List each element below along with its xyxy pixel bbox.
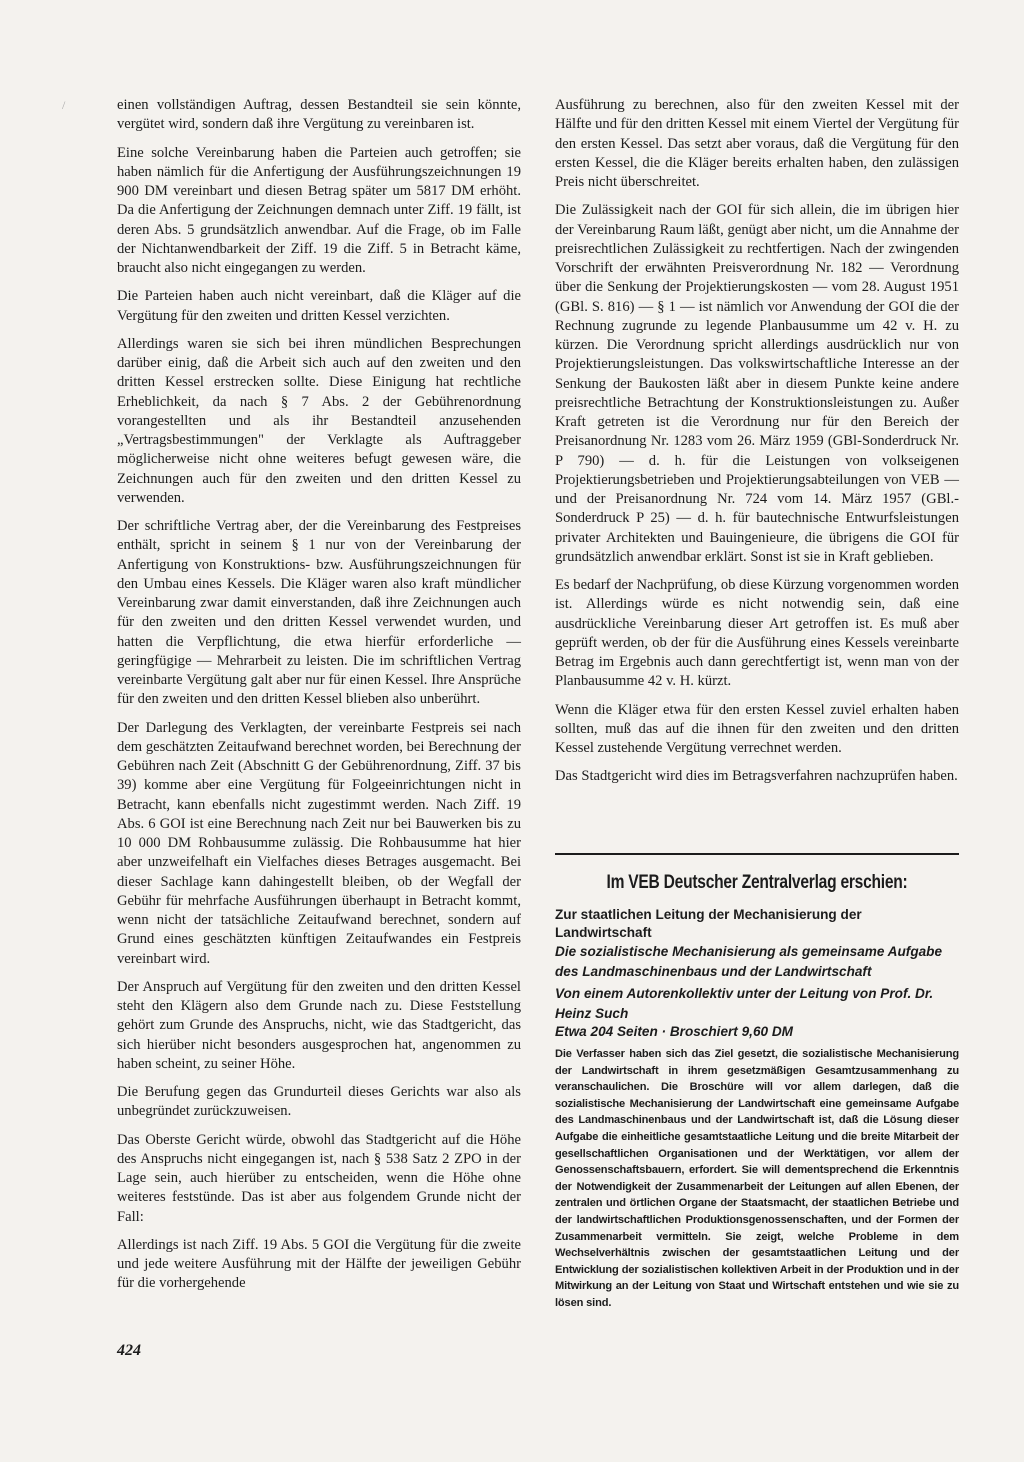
ad-book-title: Zur staatlichen Leitung der Mechanisierung der Landwirtschaft bbox=[555, 907, 862, 940]
left-text-column bbox=[117, 96, 521, 1303]
paragraph: Eine solche Vereinbarung haben die Parteien auch getroffen; sie haben nämlich für die Anfertigung der Ausführungszeichnungen 19 900 DM vereinbart und diesen Betrag später um 5817 DM erhöht. Da die Anfertigung der Zeichnungen demnach unter Ziff. 19 fällt, ist deren Abs. 5 grundsätzlich anwendbar. Auf die Frage, ob im Falle der Nichtanwendbarkeit der Ziff. 19 die Ziff. 5 in Betracht käme, braucht also nicht eingegangen zu werden. bbox=[117, 144, 521, 276]
paragraph: Das Oberste Gericht würde, obwohl das Stadtgericht auf die Höhe des Anspruchs nicht eingegangen ist, nach § 538 Satz 2 ZPO in der Lage sein, auch hierüber zu entscheiden, wenn die Höhe ohne weiteres feststünde. Das ist aber aus folgendem Grunde nicht der Fall: bbox=[117, 1131, 521, 1225]
paragraph: Ausführung zu berechnen, also für den zweiten Kessel mit der Hälfte und für den dritten Kessel mit einem Viertel der Vergütung für den ersten Kessel. Das setzt aber voraus, daß die Vergütung für den ersten Kessel, die die Kläger bereits erhalten haben, den zulässigen Preis nicht überschreitet. bbox=[555, 97, 959, 190]
ad-top-rule bbox=[555, 853, 959, 855]
paragraph: Allerdings ist nach Ziff. 19 Abs. 5 GOI die Vergütung für die zweite und jede weitere Ausführung mit der Hälfte der jeweiligen Gebühr für die vorhergehende bbox=[117, 1236, 521, 1292]
paragraph: Wenn die Kläger etwa für den ersten Kessel zuviel erhalten haben sollten, muß das auf die ihnen für den zweiten und den dritten Kessel zustehende Vergütung verrechnet werden. bbox=[555, 701, 959, 756]
paragraph: Die Berufung gegen das Grundurteil dieses Gerichts war also als unbegründet zurückzuweisen. bbox=[117, 1084, 521, 1120]
right-text-column bbox=[555, 96, 959, 796]
margin-pencil-mark: / bbox=[62, 98, 66, 112]
paragraph: Es bedarf der Nachprüfung, ob diese Kürzung vorgenommen worden ist. Allerdings würde es nicht notwendig sein, daß eine ausdrückliche Vereinbarung dieser Art getroffen ist. Es muß aber geprüft werden, ob der für die Ausführung eines Kessels vereinbarte Betrag im Ergebnis auch dann gerechtfertigt ist, wenn man von der Planbausumme 42 v. H. kürzt. bbox=[555, 577, 959, 690]
ad-description: Die Verfasser haben sich das Ziel gesetzt, die sozialistische Mechanisierung der Landwirtschaft in ihrem gesetzmäßigen Gesamtzusammenhang zu veranschaulichen. Die Broschüre will vor allem darlegen, daß die sozialistische Mechanisierung der Landwirtschaft eine gemeinsame Aufgabe des Landmaschinenbaus und der Landwirtschaft ist, daß die Lösung dieser Aufgabe die einheitliche gesamtstaatliche Leitung und die breite Mitarbeit der gesellschaftlichen Organisationen und der Werktätigen, vor allem der Genossenschaftsbauern, erfordert. Sie will dementsprechend die Erkenntnis der Notwendigkeit der Zusammenarbeit der Leitungen auf allen Ebenen, der zentralen und örtlichen Organe der Staatsmacht, der staatlichen Betriebe und der landwirtschaftlichen Produktionsgenossenschaften, und der Formen der Zusammenarbeit vermitteln. Sie zeigt, welche Probleme in dem Wechselverhältnis zwischen der gesamtstaatlichen Leitung und der Entwicklung der sozialistischen kollektiven Arbeit in der Produktion und in der Mitwirkung an der Leitung von Staat und Wirtschaft entstehen und wie sie zu lösen sind. bbox=[555, 1048, 959, 1309]
paragraph: Der schriftliche Vertrag aber, der die Vereinbarung des Festpreises enthält, spricht in seinem § 1 nur von der Vereinbarung der Anfertigung von Konstruktions- bzw. Ausführungszeichnungen für den Umbau eines Kessels. Die Kläger waren also kraft mündlicher Vereinbarung zwar damit einverstanden, daß ihre Zeichnungen auch für den zweiten und den dritten Kessel verwendet wurden, und hatten die Verpflichtung, die etwa hierfür erforderliche — geringfügige — Mehrarbeit zu leisten. Die im schriftlichen Vertrag vereinbarte Vergütung galt aber nur für einen Kessel. Ihre Ansprüche für den zweiten und den dritten Kessel blieben also unberührt. bbox=[117, 518, 521, 708]
ad-book-subtitle: Die sozialistische Mechanisierung als gemeinsame Aufgabe des Landmaschinenbaus und der Landwirtschaft bbox=[555, 944, 943, 979]
ad-heading: Im VEB Deutscher Zentralverlag erschien: bbox=[606, 872, 908, 893]
ad-authors: Von einem Autorenkollektiv unter der Leitung von Prof. Dr. Heinz Such bbox=[555, 986, 934, 1021]
paragraph: Das Stadtgericht wird dies im Betragsverfahren nachzuprüfen haben. bbox=[555, 768, 958, 785]
paragraph: Die Parteien haben auch nicht vereinbart, daß die Kläger auf die Vergütung für den zweiten und dritten Kessel verzichten. bbox=[117, 288, 521, 324]
paragraph: Der Anspruch auf Vergütung für den zweiten und den dritten Kessel steht den Klägern also dem Grunde nach zu. Diese Feststellung gehört zum Grunde des Anspruchs, nicht, wie das Stadtgericht, das sich hierüber nicht besonders ausgesprochen hat, angenommen zu haben scheint, zu seiner Höhe. bbox=[117, 978, 521, 1072]
paragraph: Allerdings waren sie sich bei ihren mündlichen Besprechungen darüber einig, daß die Arbeit sich auch auf den zweiten und den dritten Kessel erstrecken sollte. Diese Einigung hat rechtliche Erheblichkeit, da nach § 7 Abs. 2 der Gebührenordnung vorangestellten und als ihr Bestandteil anzusehenden „Vertragsbestimmungen" der Verklagte als Auftraggeber möglicherweise nicht ohne weiteres befugt gewesen wäre, die Zeichnungen auch für den zweiten und den dritten Kessel zu verwenden. bbox=[117, 335, 521, 506]
paragraph: Die Zulässigkeit nach der GOI für sich allein, die im übrigen hier der Vereinbarung Raum läßt, genügt aber nicht, um die Annahme der preisrechtlichen Zulässigkeit zu rechtfertigen. Nach der zwingenden Vorschrift der erwähnten Preisverordnung Nr. 182 — Verordnung über die Senkung der Projektierungskosten — vom 28. August 1951 (GBl. S. 816) — § 1 — ist nämlich vor Anwendung der GOI die der Rechnung zugrunde zu legende Planbausumme um 42 v. H. zu kürzen. Die Verordnung spricht allerdings ausdrücklich nur von Projektierungsleistungen. Das volkswirtschaftliche Interesse an der Senkung der Baukosten läßt aber in diesem Punkte keine andere preisrechtliche Betrachtung der Konstruktionsleistungen zu. Außer Kraft getreten ist die Verordnung nur für den Bereich der Preisanordnung Nr. 1283 vom 26. März 1959 (GBl-Sonderdruck Nr. P 790) — d. h. für die Leistungen von volkseigenen Projektierungsbetrieben und Projektierungsabteilungen von VEB — und der Preisanordnung Nr. 724 vom 14. März 1957 (GBl.-Sonderdruck P 25) — d. h. für bautechnische Entwurfsleistungen privater Architekten und Bauingenieure, die übrigens die GOI für grundsätzlich anwendbar erklärt. Sonst ist sie in Kraft geblieben. bbox=[555, 202, 959, 565]
paragraph: Der Darlegung des Verklagten, der vereinbarte Festpreis sei nach dem geschätzten Zeitaufwand berechnet worden, bei Berechnung der Gebühren nach Zeit (Abschnitt G der Gebührenordnung, Ziff. 37 bis 39) komme aber eine Vergütung für Folgeeinrichtungen nicht in Betracht, kann ebenfalls nicht zugestimmt werden. Nach Ziff. 19 Abs. 6 GOI ist eine Berechnung nach Zeit nur bei Bauwerken bis zu 10 000 DM Rohbausumme zulässig. Die Rohbausumme hat hier aber unzweifelhaft ein Vielfaches dieses Betrages ausgemacht. Bei dieser Sachlage kann dahingestellt bleiben, ob der Wegfall der Gebühr für mehrfache Ausführungen überhaupt in Betracht kommt, wenn nicht der tatsächliche Zeitaufwand berechnet, sondern auf Grund eines geschätzten künftigen Zeitaufwandes ein Festpreis vereinbart wird. bbox=[117, 719, 521, 967]
paragraph: einen vollständigen Auftrag, dessen Bestandteil sie sein könnte, vergütet wird, sondern daß ihre Vergütung zu vereinbaren ist. bbox=[117, 97, 521, 133]
page-number: 424 bbox=[117, 1342, 141, 1359]
ad-price: Etwa 204 Seiten · Broschiert 9,60 DM bbox=[555, 1024, 793, 1039]
